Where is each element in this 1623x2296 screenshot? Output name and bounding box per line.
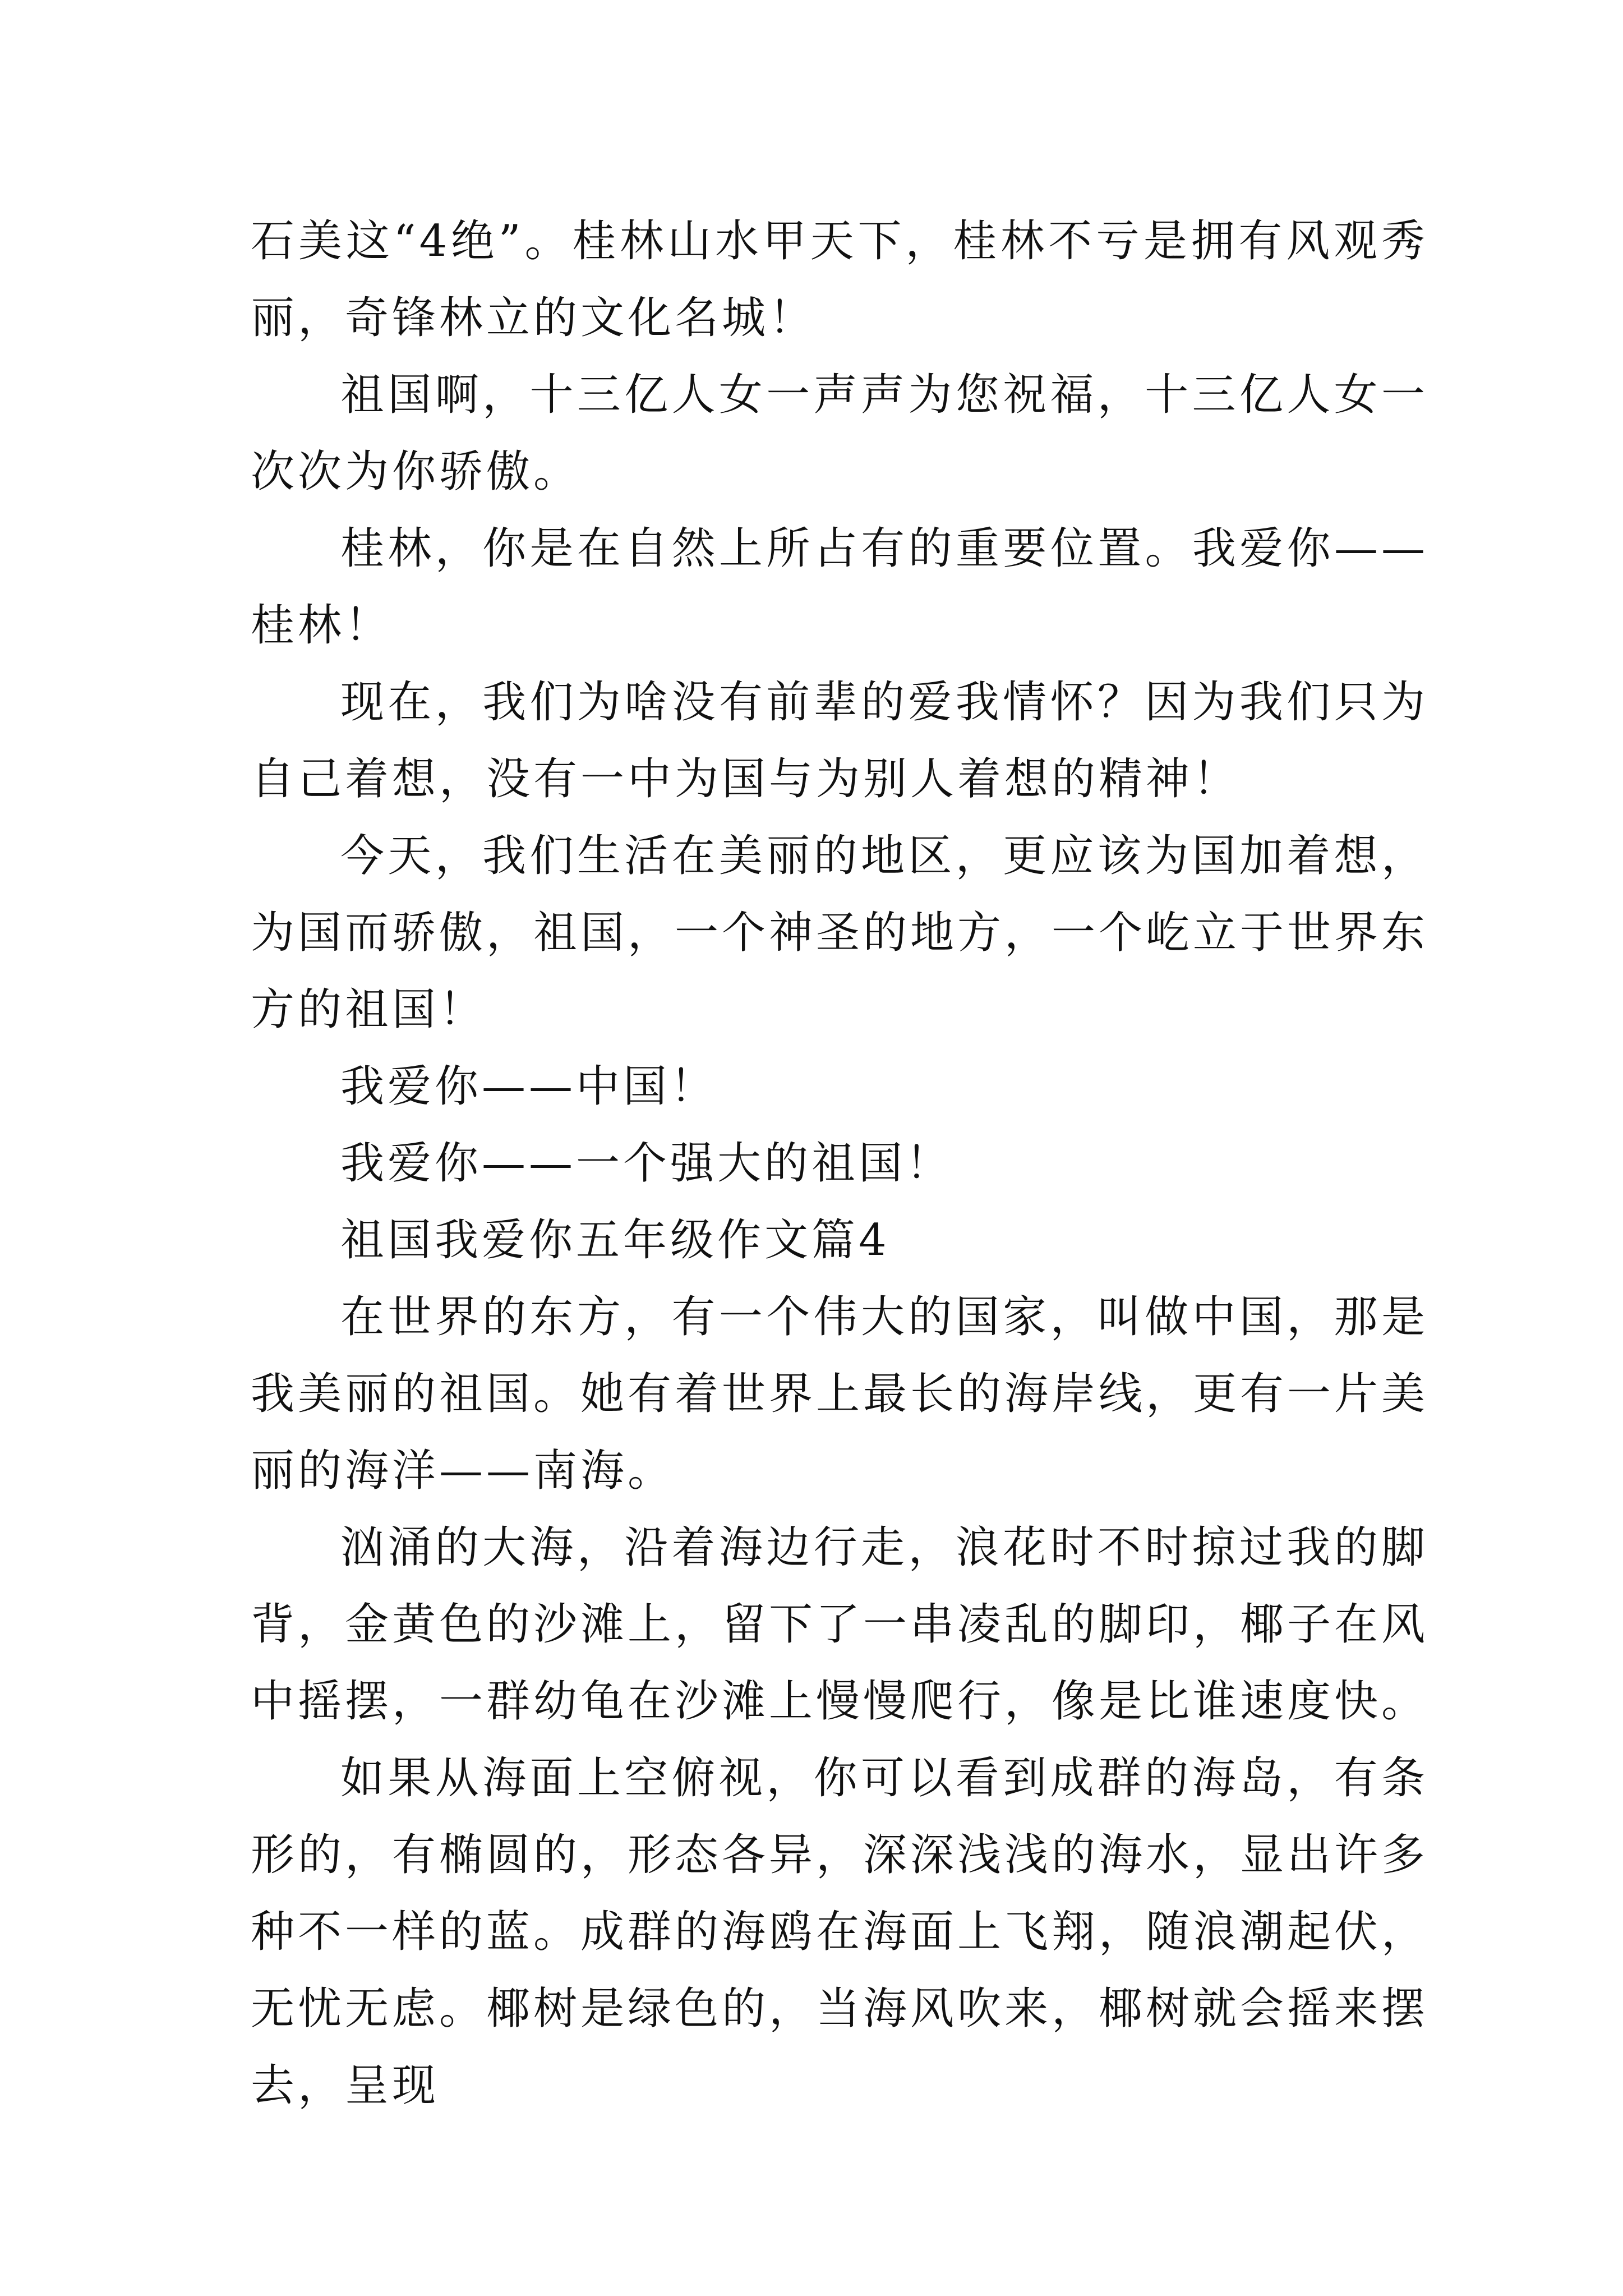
paragraph-5: 今天，我们生活在美丽的地区，更应该为国加着想，为国而骄傲，祖国，一个神圣的地方，一个屹立于世界东方的祖国！: [251, 831, 1429, 1035]
paragraph-4: 现在，我们为啥没有前辈的爱我情怀？因为我们只为自己着想，没有一中为国与为别人着想的精神！: [251, 677, 1428, 804]
document-body: [251, 203, 1428, 2124]
paragraph-1: 石美这“4绝”。桂林山水甲天下，桂林不亏是拥有风观秀丽，奇锋林立的文化名城！: [251, 216, 1428, 343]
paragraph-9: 汹涌的大海，沿着海边行走，浪花时不时掠过我的脚背，金黄色的沙滩上，留下了一串凌乱的脚印，椰子在风中摇摆，一群幼龟在沙滩上慢慢爬行，像是比谁速度快。: [251, 1522, 1429, 1727]
section-heading: 祖国我爱你五年级作文篇4: [340, 1215, 890, 1266]
paragraph-3: 桂林，你是在自然上所占有的重要位置。我爱你——桂林！: [251, 523, 1428, 651]
paragraph-2: 祖国啊，十三亿人女一声声为您祝福，十三亿人女一次次为你骄傲。: [251, 370, 1428, 497]
paragraph-8: 在世界的东方，有一个伟大的国家，叫做中国，那是我美丽的祖国。她有着世界上最长的海岸线，更有一片美丽的海洋——南海。: [251, 1292, 1429, 1496]
paragraph-6: 我爱你——中国！: [340, 1061, 718, 1112]
paragraph-10: 如果从海面上空俯视，你可以看到成群的海岛，有条形的，有椭圆的，形态各异，深深浅浅的海水，显出许多种不一样的蓝。成群的海鸥在海面上飞翔，随浪潮起伏，无忧无虑。椰树是绿色的，当海风吹来，椰树就会摇来摆去，呈现: [251, 1753, 1429, 2111]
paragraph-7: 我爱你——一个强大的祖国！: [340, 1138, 953, 1189]
